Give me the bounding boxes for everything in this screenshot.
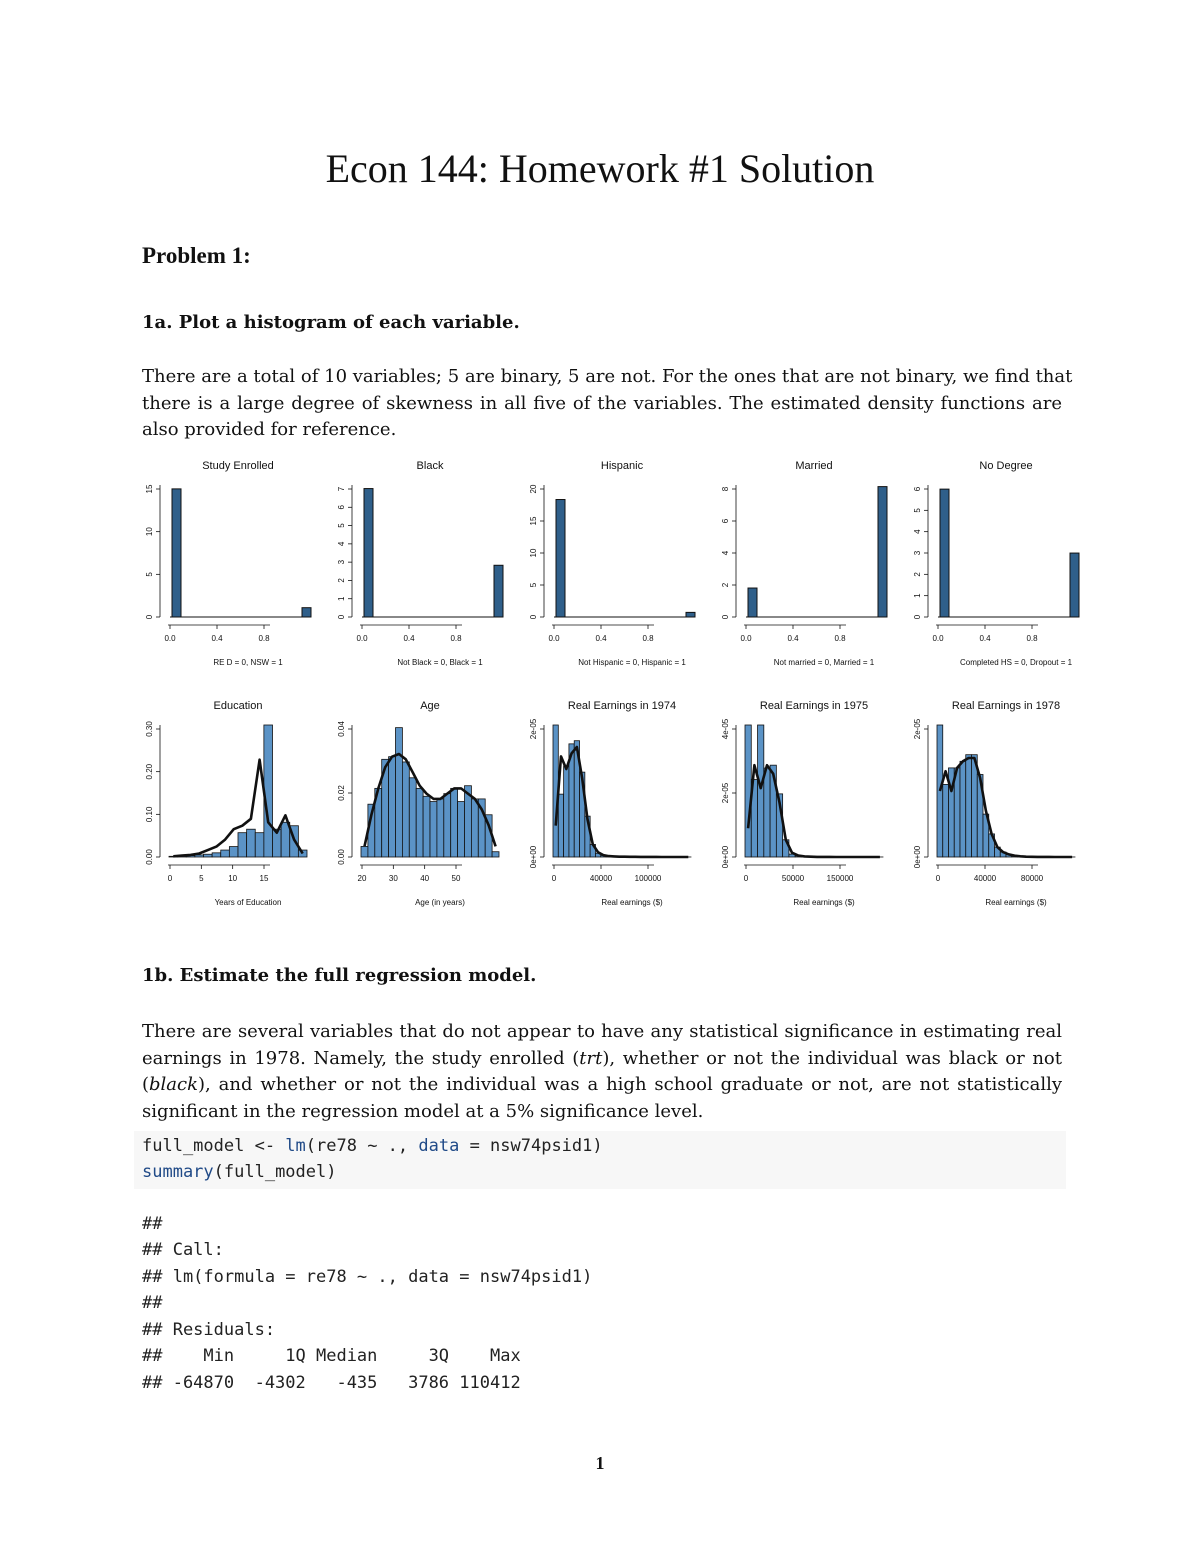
chart-title: Real Earnings in 1978 (951, 700, 1061, 712)
y-tick-label: 0.10 (145, 806, 154, 823)
text-run: ( (142, 1074, 150, 1095)
code-token: full_model <- (142, 1136, 286, 1156)
x-axis-label: RE D = 0, NSW = 1 (213, 658, 283, 667)
y-tick-label: 8 (721, 486, 730, 492)
bar (564, 766, 569, 857)
x-tick-label: 0 (935, 874, 941, 883)
x-tick-label: 0.8 (450, 634, 462, 643)
paragraph-line: There are a total of 10 variables; 5 are binary, 5 are not. For the ones that are not binary, we find that (142, 366, 1073, 387)
histogram-grid (138, 455, 1078, 925)
x-tick-label: 0.4 (211, 634, 223, 643)
text-run: earnings in 1978. Namely, the study enrolled ( (142, 1047, 580, 1069)
histogram-svg (522, 695, 712, 925)
y-tick-label: 0e+00 (721, 845, 730, 869)
bar (972, 755, 978, 857)
bar (444, 794, 451, 857)
y-tick-label: 0.00 (337, 849, 346, 865)
y-tick-label: 6 (337, 505, 346, 510)
bar (229, 847, 238, 857)
y-tick-label: 2 (913, 572, 922, 577)
x-axis-label: Real earnings ($) (985, 898, 1047, 907)
y-tick-label: 5 (337, 523, 346, 528)
x-tick-label: 0.0 (740, 634, 752, 643)
histogram-svg (330, 695, 520, 925)
paragraph-line (142, 1072, 1062, 1099)
output-line: ## -64870 -4302 -435 3786 110412 (142, 1373, 521, 1393)
histogram-7 (330, 695, 520, 925)
y-tick-label: 7 (337, 486, 346, 492)
y-tick-label: 6 (721, 518, 730, 524)
bar (389, 757, 396, 857)
variable-name-black: black (149, 1074, 199, 1095)
x-axis-label: Years of Education (214, 898, 282, 907)
paragraph-line (142, 1046, 1062, 1073)
y-tick-label: 1 (337, 596, 346, 601)
chart-title: Hispanic (600, 460, 644, 472)
bar (364, 489, 373, 617)
bar (943, 784, 949, 857)
x-tick-label: 0.0 (356, 634, 368, 643)
y-tick-label: 4e-05 (721, 718, 730, 740)
x-tick-label: 0.0 (164, 634, 176, 643)
output-line: ## Min 1Q Median 3Q Max (142, 1346, 521, 1366)
y-tick-label: 0.00 (145, 849, 154, 865)
variable-name-trt: trt (579, 1047, 603, 1069)
y-tick-label: 15 (145, 484, 154, 494)
y-tick-label: 4 (337, 541, 346, 547)
x-tick-label: 15 (259, 874, 269, 883)
y-tick-label: 3 (337, 559, 346, 565)
bar (686, 612, 695, 617)
y-tick-label: 2 (337, 578, 346, 583)
paragraph-line: there is a large degree of skewness in all five of the variables. The estimated density functions are (142, 392, 1062, 414)
bar (471, 799, 478, 857)
histogram-5 (906, 455, 1096, 685)
y-tick-label: 0.04 (337, 721, 346, 737)
output-line: ## Residuals: (142, 1320, 276, 1340)
y-tick-label: 0.20 (145, 763, 154, 780)
x-tick-label: 0.8 (1026, 634, 1038, 643)
output-line: ## lm(formula = re78 ~ ., data = nsw74psid1) (142, 1267, 593, 1287)
x-tick-label: 0.8 (642, 634, 654, 643)
histogram-3 (522, 455, 712, 685)
x-tick-label: 80000 (1020, 874, 1044, 883)
x-tick-label: 100000 (634, 874, 662, 883)
chart-title: Real Earnings in 1975 (759, 700, 869, 712)
bar (748, 588, 757, 617)
bar (764, 768, 770, 857)
bar (396, 728, 403, 857)
bar (423, 796, 430, 857)
bar (416, 788, 423, 857)
code-function: summary (142, 1162, 214, 1182)
x-axis-label: Not married = 0, Married = 1 (773, 658, 875, 667)
x-tick-label: 0.8 (258, 634, 270, 643)
x-tick-label: 40 (420, 874, 430, 883)
y-tick-label: 20 (529, 484, 538, 494)
paragraph-line: There are several variables that do not appear to have any statistical significance in estimating real (142, 1021, 1062, 1042)
y-tick-label: 5 (145, 572, 154, 577)
bar (492, 852, 499, 857)
code-line-2 (142, 1162, 336, 1182)
x-tick-label: 0.8 (834, 634, 846, 643)
histogram-svg (522, 455, 712, 685)
histogram-9 (714, 695, 904, 925)
x-tick-label: 0 (167, 874, 173, 883)
bar (204, 854, 213, 857)
chart-title: Education (213, 700, 263, 712)
chart-title: Black (416, 460, 444, 472)
x-tick-label: 0 (551, 874, 557, 883)
question-1a-paragraph (142, 364, 1073, 444)
bar (966, 755, 972, 857)
bar (402, 762, 409, 857)
bar (409, 778, 416, 857)
y-tick-label: 10 (145, 527, 154, 537)
x-tick-label: 150000 (826, 874, 854, 883)
bar (451, 788, 458, 857)
y-tick-label: 4 (721, 550, 730, 556)
chart-title: Married (795, 460, 833, 472)
x-axis-label: Completed HS = 0, Dropout = 1 (959, 658, 1073, 667)
histogram-8 (522, 695, 712, 925)
histogram-svg (138, 455, 328, 685)
question-1b-heading: 1b. Estimate the full regression model. (142, 965, 537, 986)
histogram-svg (714, 455, 904, 685)
histogram-2 (330, 455, 520, 685)
x-tick-label: 0.4 (595, 634, 607, 643)
x-tick-label: 50000 (781, 874, 805, 883)
output-line: ## (142, 1293, 163, 1313)
chart-title: No Degree (979, 460, 1033, 472)
y-tick-label: 0.30 (145, 721, 154, 737)
histogram-svg (330, 455, 520, 685)
histogram-svg (906, 695, 1096, 925)
page-number: 1 (595, 1453, 605, 1473)
x-tick-label: 0.0 (548, 634, 560, 643)
y-tick-label: 3 (913, 550, 922, 556)
x-axis-label: Real earnings ($) (601, 898, 663, 907)
bar (212, 853, 221, 857)
y-tick-label: 2e-05 (529, 718, 538, 740)
bar (960, 761, 966, 857)
x-axis-label: Real earnings ($) (793, 898, 855, 907)
x-tick-label: 30 (388, 874, 398, 883)
histogram-svg (714, 695, 904, 925)
document-title: Econ 144: Homework #1 Solution (325, 146, 875, 191)
y-tick-label: 15 (529, 516, 538, 526)
y-tick-label: 0 (721, 614, 730, 620)
bar (361, 846, 368, 857)
bar (940, 489, 949, 617)
bar (437, 799, 444, 857)
question-1a-heading: 1a. Plot a histogram of each variable. (142, 312, 520, 333)
x-tick-label: 0 (743, 874, 749, 883)
bar (430, 802, 437, 857)
y-tick-label: 2 (721, 582, 730, 588)
bar (302, 608, 311, 617)
y-tick-label: 1 (913, 593, 922, 598)
x-tick-label: 20 (357, 874, 367, 883)
x-tick-label: 0.4 (787, 634, 799, 643)
x-tick-label: 0.0 (932, 634, 944, 643)
y-tick-label: 0 (337, 614, 346, 620)
y-tick-label: 2e-05 (913, 718, 922, 740)
histogram-svg (906, 455, 1096, 685)
histogram-10 (906, 695, 1096, 925)
y-tick-label: 0e+00 (913, 845, 922, 869)
x-tick-label: 40000 (589, 874, 613, 883)
y-tick-label: 10 (529, 548, 538, 558)
y-tick-label: 0e+00 (529, 845, 538, 869)
chart-title: Age (420, 700, 440, 712)
bar (238, 833, 247, 857)
paragraph-line: significant in the regression model at a 5% significance level. (142, 1100, 704, 1122)
y-tick-label: 0 (145, 614, 154, 620)
x-tick-label: 0.4 (403, 634, 415, 643)
bar (745, 725, 751, 857)
bar (458, 802, 465, 857)
y-tick-label: 0.02 (337, 785, 346, 801)
x-tick-label: 50 (451, 874, 461, 883)
bar (1070, 553, 1079, 617)
y-tick-label: 4 (913, 529, 922, 534)
x-tick-label: 5 (199, 874, 204, 883)
bar (247, 829, 256, 857)
output-line: ## Call: (142, 1240, 224, 1260)
histogram-1 (138, 455, 328, 685)
bar (758, 725, 764, 857)
x-tick-label: 10 (228, 874, 238, 883)
code-token: (full_model) (213, 1162, 337, 1182)
bar (937, 725, 943, 857)
bar (221, 850, 230, 857)
text-run: ), whether or not the individual was black or not (602, 1047, 1062, 1069)
y-tick-label: 0 (529, 614, 538, 620)
histogram-6 (138, 695, 328, 925)
y-tick-label: 5 (913, 508, 922, 513)
chart-title: Real Earnings in 1974 (567, 700, 677, 712)
bar (558, 794, 563, 857)
code-argument: data (418, 1136, 460, 1156)
y-tick-label: 2e-05 (721, 782, 730, 804)
histogram-4 (714, 455, 904, 685)
y-tick-label: 5 (529, 582, 538, 588)
chart-title: Study Enrolled (202, 460, 274, 472)
code-line-1 (142, 1136, 603, 1156)
bar (172, 489, 181, 617)
x-axis-label: Not Black = 0, Black = 1 (397, 658, 483, 667)
paragraph-line: also provided for reference. (142, 419, 397, 440)
bar (556, 500, 565, 617)
bar (494, 565, 503, 617)
x-tick-label: 0.4 (979, 634, 991, 643)
y-tick-label: 6 (913, 486, 922, 492)
x-axis-label: Not Hispanic = 0, Hispanic = 1 (578, 658, 686, 667)
histogram-svg (138, 695, 328, 925)
x-tick-label: 40000 (973, 874, 997, 883)
y-tick-label: 0 (913, 614, 922, 620)
text-run: ), and whether or not the individual was a high school graduate or not, are not statistically (198, 1074, 1062, 1095)
code-token: = nsw74psid1) (459, 1136, 603, 1156)
bar (255, 833, 264, 857)
problem-heading: Problem 1: (142, 243, 251, 268)
x-axis-label: Age (in years) (415, 898, 465, 907)
question-1b-paragraph (142, 1019, 1062, 1125)
code-function: lm (285, 1136, 306, 1156)
bar (878, 487, 887, 617)
output-line: ## (142, 1214, 163, 1234)
code-token: (re78 ~ ., (305, 1136, 419, 1156)
